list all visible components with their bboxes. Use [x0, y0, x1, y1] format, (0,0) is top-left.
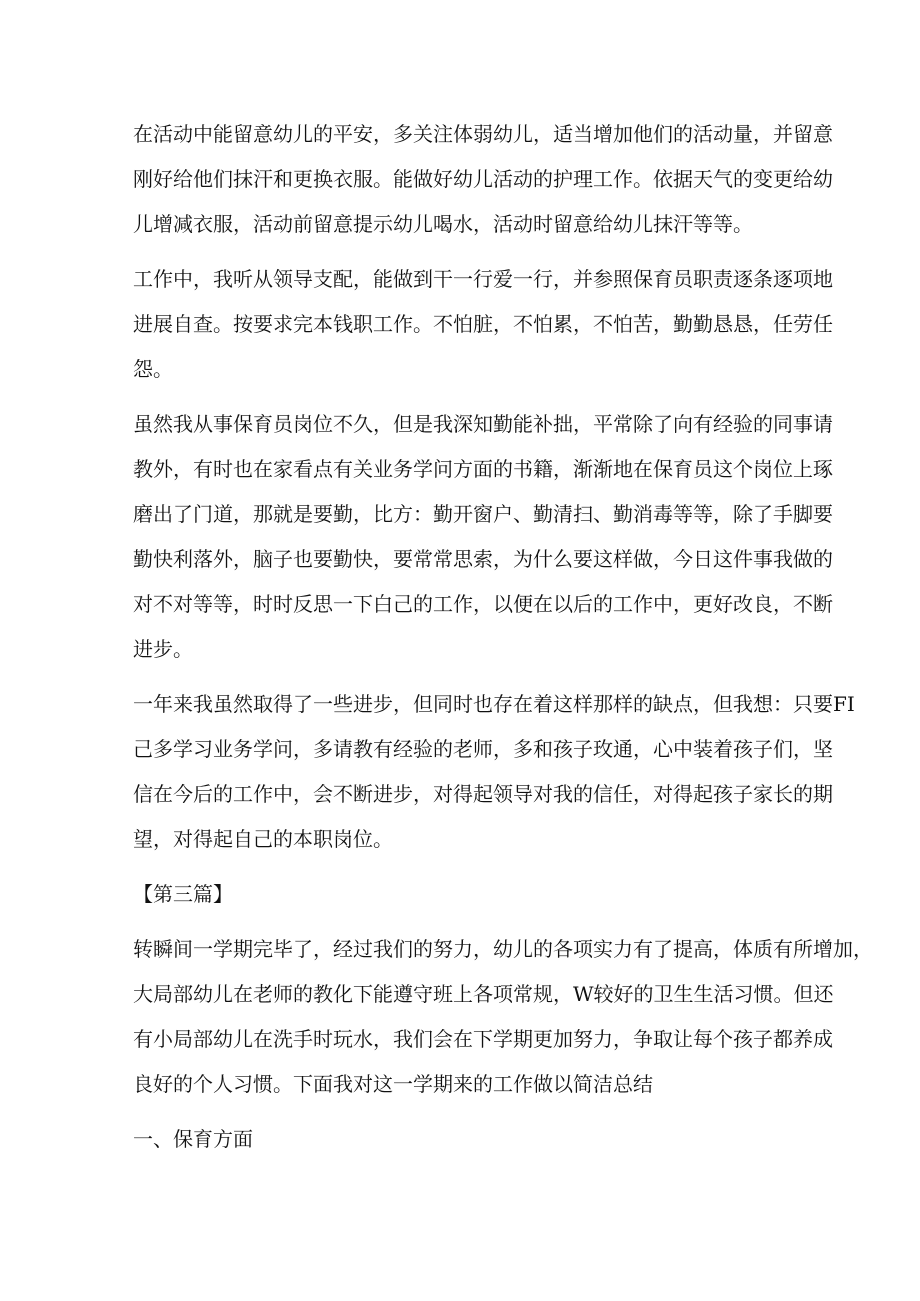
text-line: 转瞬间一学期完毕了，经过我们的努力，幼儿的各项实力有了提高，体质有所增加， [133, 937, 873, 961]
text-line: 对不对等等，时时反思一下白己的工作，以便在以后的工作中，更好改良，不断 [133, 592, 833, 616]
text-line: 怨。 [133, 357, 173, 381]
paragraph-semester-intro [133, 927, 873, 1107]
text-line: 一年来我虽然取得了一些进步，但同时也存在着这样那样的缺点，但我想：只要FI [133, 692, 855, 716]
text-line: 大局部幼儿在老师的教化下能遵守班上各项常规，W较好的卫生生活习惯。但还 [133, 982, 834, 1006]
text-line: 教外，有时也在家看点有关业务学问方面的书籍，渐渐地在保育员这个岗位上琢 [133, 457, 833, 481]
text-line: 信在今后的工作中，会不断进步，对得起领导对我的信任，对得起孩子家长的期 [133, 782, 833, 806]
paragraph-diligence [133, 402, 833, 672]
text-line: 刚好给他们抹汗和更换衣服。能做好幼儿活动的护理工作。依据天气的变更给幼 [133, 167, 833, 191]
text-line: 磨出了门道，那就是要勤，比方：勤开窗户、勤清扫、勤消毒等等，除了手脚要 [133, 502, 833, 526]
text-line: 良好的个人习惯。下面我对这一学期来的工作做以简洁总结 [133, 1072, 653, 1096]
text-line: 儿增减衣服，活动前留意提示幼儿喝水，活动时留意给幼儿抹汗等等。 [133, 212, 753, 236]
text-line: 工作中，我听从领导支配，能做到干一行爱一行，并参照保育员职责逐条逐项地 [133, 267, 833, 291]
text-line: 在活动中能留意幼儿的平安，多关注体弱幼儿，适当增加他们的活动量，并留意 [133, 122, 833, 146]
text-line: 一、保育方面 [133, 1127, 253, 1151]
document-body [133, 112, 873, 1172]
text-line: 有小局部幼儿在洗手时玩水，我们会在下学期更加努力，争取让每个孩子都养成 [133, 1027, 833, 1051]
text-line: 勤快利落外，脑子也要勤快，要常常思索，为什么要这样做，今日这件事我做的 [133, 547, 833, 571]
paragraph-work-attitude [133, 257, 833, 392]
text-line: 虽然我从事保育员岗位不久，但是我深知勤能补拙，平常除了向有经验的同事请 [133, 412, 833, 436]
text-line: 己多学习业务学问，多请教有经验的老师，多和孩子玫通，心中装着孩子们，坚 [133, 737, 833, 761]
paragraph-care-during-activities [133, 112, 833, 247]
text-line: 进展自查。按要求完本钱职工作。不怕脏，不怕累，不怕苦，勤勤恳恳，任劳任 [133, 312, 833, 336]
section-heading-part-three [133, 872, 783, 917]
section-heading-childcare [133, 1117, 783, 1162]
text-line: 【第三篇】 [133, 882, 233, 906]
text-line: 进步。 [133, 637, 193, 661]
text-line: 望，对得起自己的本职岗位。 [133, 827, 393, 851]
paragraph-year-review [133, 682, 855, 862]
